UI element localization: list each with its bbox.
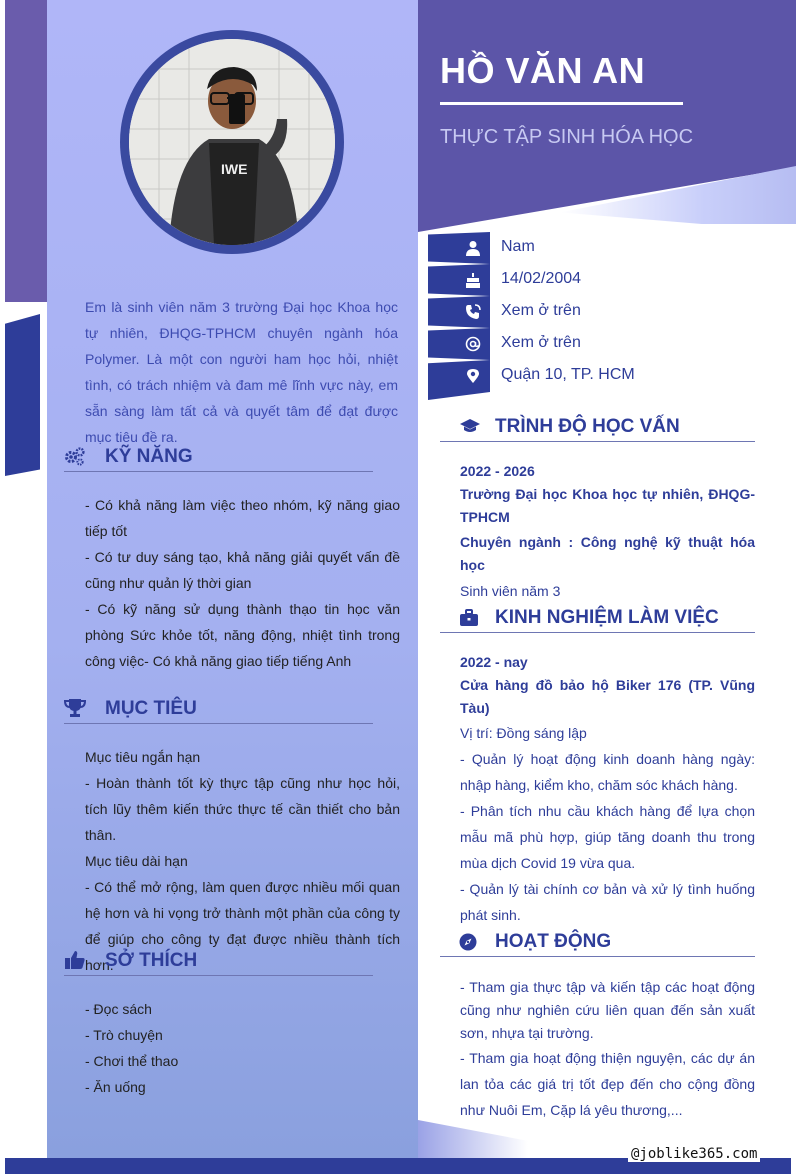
goal-item: Mục tiêu dài hạn [85, 853, 188, 869]
activities-divider [440, 956, 755, 957]
left-decor-tab [5, 314, 40, 476]
intro-paragraph: Em là sinh viên năm 3 trường Đại học Khoa học tự nhiên, ĐHQG-TPHCM chuyên ngành hóa Polymer. Là một con người ham học hỏi, nhiệt tình, có trách nhiệm và đam mê lĩnh vực này, em sẵn sàng làm tất cả và quyết tâm để đạt được mục tiêu đề ra. [85, 299, 398, 445]
svg-text:IWE: IWE [221, 161, 248, 177]
briefcase-icon [459, 609, 479, 632]
goal-item: - Có thể mở rộng, làm quen được nhiều mối quan hệ hơn và hi vọng trở thành một phần của công ty để giúp cho công ty đạt được nhiều thành tích hơn. [85, 879, 400, 973]
graduation-cap-icon [459, 417, 481, 440]
activity-item: - Tham gia thực tập và kiến tập các hoạt động cũng như nghiên cứu liên quan đến sản xuất sơn, nhựa tại trường. [460, 979, 755, 1041]
activities-heading: HOẠT ĐỘNG [495, 931, 612, 952]
experience-period: 2022 - nay [460, 654, 528, 670]
education-divider [440, 441, 755, 442]
skill-item: - Có kỹ năng sử dụng thành thạo tin học văn phòng Sức khỏe tốt, năng động, nhiệt tình trong công việc- Có khả năng giao tiếp tiếng Anh [85, 601, 400, 669]
education-note: Sinh viên năm 3 [460, 583, 561, 599]
experience-block [460, 651, 755, 928]
experience-role: Vị trí: Đồng sáng lập [460, 725, 587, 741]
hobby-item: - Chơi thể thao [85, 1053, 179, 1069]
skills-heading: KỸ NĂNG [105, 446, 193, 467]
contact-birthdate: 14/02/2004 [501, 270, 582, 287]
gears-icon [64, 446, 86, 471]
skills-list [85, 492, 400, 674]
compass-icon [459, 933, 477, 956]
birthday-cake-icon [458, 266, 488, 294]
hobbies-list [85, 996, 400, 1100]
watermark: @joblike365.com [628, 1146, 760, 1162]
map-pin-icon [458, 362, 488, 390]
hobby-item: - Ăn uống [85, 1079, 146, 1095]
contact-gender: Nam [501, 238, 535, 255]
education-heading: TRÌNH ĐỘ HỌC VẤN [495, 416, 680, 437]
goals-divider [64, 723, 373, 724]
avatar [129, 39, 335, 245]
hobbies-divider [64, 975, 373, 976]
goal-item: - Hoàn thành tốt kỳ thực tập cũng như học hỏi, tích lũy thêm kiến thức thực tế cần thiết cho bản thân. [85, 775, 400, 843]
name-underline [440, 102, 683, 105]
thumbs-up-icon [64, 950, 86, 975]
experience-divider [440, 632, 755, 633]
skill-item: - Có tư duy sáng tạo, khả năng giải quyết vấn đề cũng như quản lý thời gian [85, 549, 400, 591]
goal-item: Mục tiêu ngắn hạn [85, 749, 201, 765]
hobbies-heading: SỞ THÍCH [105, 950, 198, 971]
goals-heading: MỤC TIÊU [105, 698, 197, 719]
activities-block [460, 976, 755, 1123]
hobby-item: - Trò chuyện [85, 1027, 163, 1043]
trophy-icon [64, 698, 86, 723]
goals-list [85, 744, 400, 978]
education-block [460, 460, 755, 603]
candidate-name: HỒ VĂN AN [440, 50, 646, 91]
phone-icon [458, 298, 488, 326]
user-icon [458, 234, 488, 262]
at-icon [458, 330, 488, 358]
left-decor-strip [5, 0, 47, 302]
education-major: Chuyên ngành : Công nghệ kỹ thuật hóa học [460, 534, 755, 573]
avatar-photo [129, 39, 335, 245]
footer-accent [418, 1120, 528, 1158]
skill-item: - Có khả năng làm việc theo nhóm, kỹ năng giao tiếp tốt [85, 497, 400, 539]
education-period: 2022 - 2026 [460, 463, 535, 479]
contact-address: Quận 10, TP. HCM [501, 366, 635, 383]
activity-item: - Tham gia hoạt động thiện nguyện, các dự án lan tỏa các giá trị tốt đẹp đến cho cộng đồng như Nuôi Em, Cặp lá yêu thương,... [460, 1050, 755, 1118]
experience-item: - Phân tích nhu cầu khách hàng để lựa chọn mẫu mã phù hợp, giúp tăng doanh thu trong mùa dịch Covid 19 vừa qua. [460, 803, 755, 871]
experience-company: Cửa hàng đồ bảo hộ Biker 176 (TP. Vũng Tàu) [460, 677, 755, 716]
contact-email: Xem ở trên [501, 334, 581, 351]
experience-item: - Quản lý tài chính cơ bản và xử lý tình huống phát sinh. [460, 881, 755, 923]
experience-heading: KINH NGHIỆM LÀM VIỆC [495, 607, 719, 628]
experience-item: - Quản lý hoạt động kinh doanh hàng ngày: nhập hàng, kiểm kho, chăm sóc khách hàng. [460, 751, 755, 793]
skills-divider [64, 471, 373, 472]
hobby-item: - Đọc sách [85, 1001, 152, 1017]
education-school: Trường Đại học Khoa học tự nhiên, ĐHQG-TPHCM [460, 486, 755, 525]
contact-phone: Xem ở trên [501, 302, 581, 319]
candidate-title: THỰC TẬP SINH HÓA HỌC [440, 126, 694, 148]
